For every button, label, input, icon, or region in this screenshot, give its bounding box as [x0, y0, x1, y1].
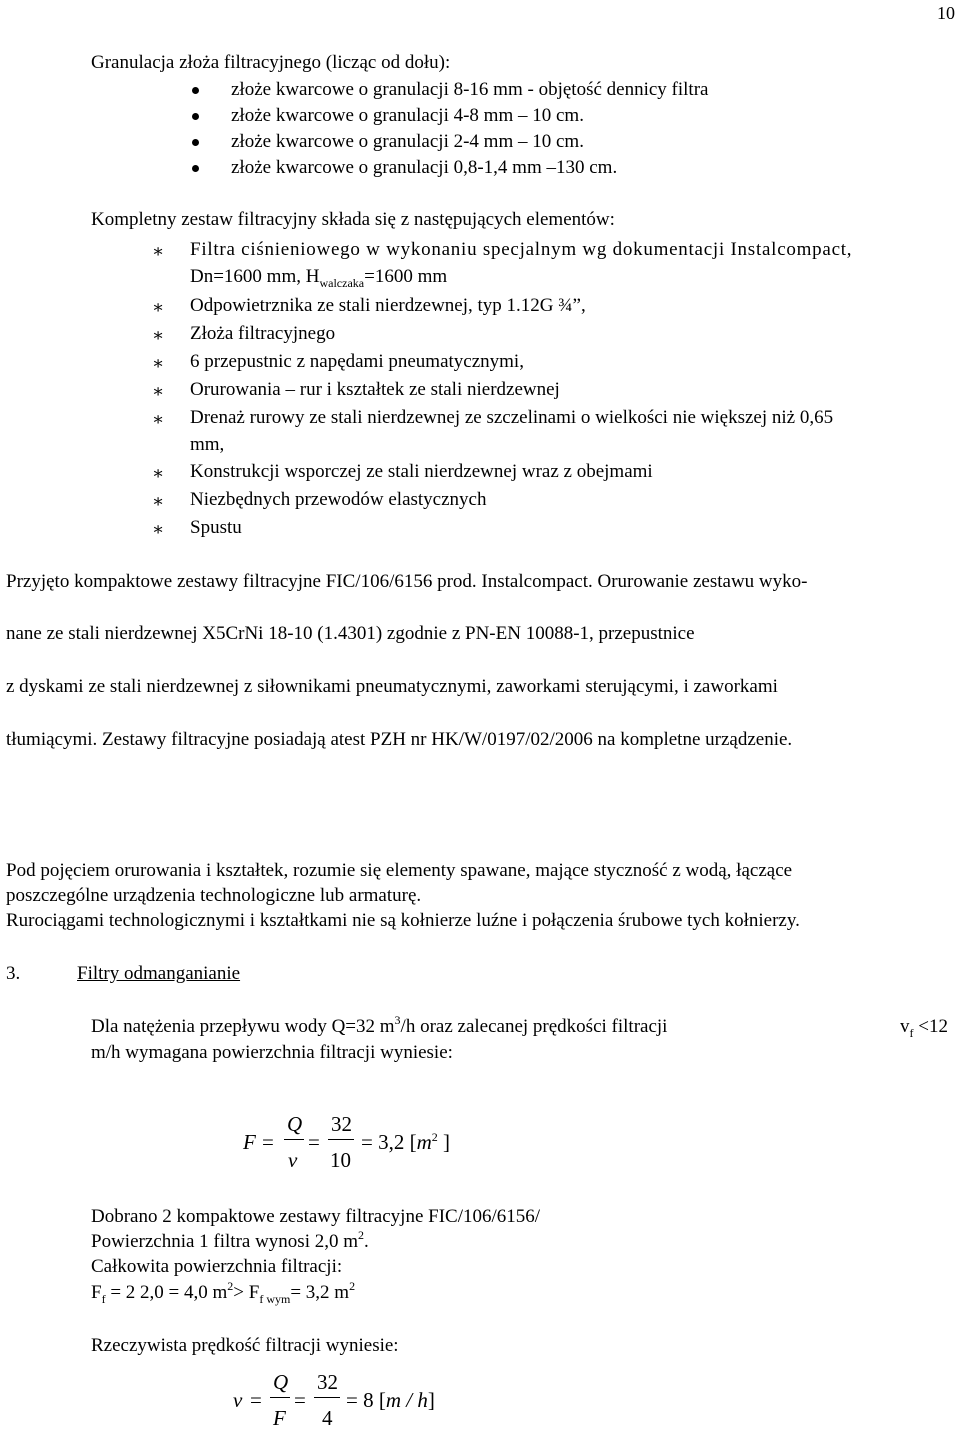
- asterisk-icon: ∗: [152, 241, 165, 261]
- fraction-bar: [270, 1397, 290, 1398]
- asterisk-icon: ∗: [152, 491, 165, 511]
- bullet-icon: [192, 87, 199, 94]
- eq-numerator: 32: [331, 1112, 352, 1136]
- granulation-item: złoże kwarcowe o granulacji 2-4 mm – 10 cm.: [231, 131, 584, 152]
- adopted-line: z dyskami ze stali nierdzewnej z siłownikami pneumatycznymi, zaworkami sterującymi, i zaworkami: [6, 676, 778, 697]
- adopted-line: Przyjęto kompaktowe zestawy filtracyjne FIC/106/6156 prod. Instalcompact. Orurowanie zestawu wyko-: [6, 571, 808, 592]
- adopted-line: tłumiącymi. Zestawy filtracyjne posiadają atest PZH nr HK/W/0197/02/2006 na kompletne urządzenie.: [6, 729, 793, 750]
- eq-denominator: F: [273, 1406, 286, 1430]
- velocity-limit: $v_f <12$: [900, 1016, 948, 1040]
- granulation-item: złoże kwarcowe o granulacji 4-8 mm – 10 cm.: [231, 105, 584, 126]
- kit-item-drain-cont: mm,: [190, 434, 225, 455]
- page-number: 10: [937, 3, 955, 23]
- area-one-text: Powierzchnia 1 filtra wynosi 2,0 $m^2$.: [91, 1228, 369, 1252]
- eq-sign: =: [294, 1388, 306, 1412]
- asterisk-icon: ∗: [152, 409, 165, 429]
- eq-sign: =: [308, 1130, 320, 1154]
- kit-item-drain: Drenaż rurowy ze stali nierdzewnej ze szczelinami o wielkości nie większej niż 0,65: [190, 407, 834, 428]
- section-number: 3.: [6, 963, 21, 984]
- piping-line: Rurociągami technologicznymi i kształtkami nie są kołnierze luźne i połączenia śrubowe tych kołnierzy.: [6, 910, 800, 931]
- granulation-item: złoże kwarcowe o granulacji 0,8-1,4 mm –130 cm.: [231, 157, 618, 178]
- asterisk-icon: ∗: [152, 381, 165, 401]
- eq-denominator: 4: [322, 1406, 333, 1430]
- asterisk-icon: ∗: [152, 353, 165, 373]
- asterisk-icon: ∗: [152, 325, 165, 345]
- fraction-bar: [314, 1397, 340, 1398]
- asterisk-icon: ∗: [152, 519, 165, 539]
- eq-lhs: F: [243, 1130, 256, 1154]
- granulation-item: złoże kwarcowe o granulacji 8-16 mm - objętość dennicy filtra: [231, 79, 709, 100]
- asterisk-icon: ∗: [152, 463, 165, 483]
- kit-item-filter-dims: Dn=1600 mm, $H_{walczaka}=1600$ mm: [190, 266, 448, 290]
- flow-text: Dla natężenia przepływu wody Q=32 $m^3/h$ oraz zalecanej prędkości filtracji: [91, 1013, 668, 1037]
- eq-sign: =: [250, 1388, 262, 1412]
- eq-result: = 8 [m / h]: [346, 1388, 435, 1412]
- kit-item-vent: Odpowietrznika ze stali nierdzewnej, typ 1.12G ¾”,: [190, 295, 586, 316]
- eq-denominator: 10: [330, 1148, 351, 1172]
- piping-line: Pod pojęciem orurowania i kształtek, rozumie się elementy spawane, mające styczność z wodą, łączące: [6, 860, 793, 881]
- adopted-line: nane ze stali nierdzewnej X5CrNi 18-10 (1.4301) zgodnie z PN-EN 10088-1, przepustnice: [6, 623, 695, 644]
- bullet-icon: [192, 113, 199, 120]
- total-formula: $F_f = 2$ 2,0 = 4,0 $m^2> F_{f wym}= 3,2$ $m^2$: [91, 1279, 356, 1306]
- eq-numerator: Q: [287, 1112, 303, 1136]
- kit-item-outlet: Spustu: [190, 517, 242, 538]
- eq-numerator: Q: [273, 1370, 289, 1394]
- kit-item-piping: Orurowania – rur i kształtek ze stali nierdzewnej: [190, 379, 560, 400]
- kit-item-filter: Filtra ciśnieniowego w wykonaniu specjalnym wg dokumentacji Instalcompact,: [190, 239, 853, 260]
- bullet-icon: [192, 165, 199, 172]
- eq-result: = 3,2 [$m^2$ ]: [361, 1130, 451, 1154]
- eq-numerator: 32: [317, 1370, 338, 1394]
- piping-line: poszczególne urządzenia technologiczne lub armaturę.: [6, 885, 422, 906]
- fraction-bar: [284, 1139, 304, 1140]
- eq-sign: =: [262, 1130, 274, 1154]
- granulation-heading: Granulacja złoża filtracyjnego (licząc od dołu):: [91, 52, 451, 73]
- chosen-text: Dobrano 2 kompaktowe zestawy filtracyjne FIC/106/6156/: [91, 1206, 541, 1227]
- kit-item-valves: 6 przepustnic z napędami pneumatycznymi,: [190, 351, 524, 372]
- eq-lhs: v: [233, 1388, 243, 1412]
- total-heading: Całkowita powierzchnia filtracji:: [91, 1256, 343, 1277]
- eq-denominator: v: [288, 1148, 298, 1172]
- section-title: Filtry odmanganianie: [77, 963, 241, 984]
- bullet-icon: [192, 139, 199, 146]
- actual-velocity-text: Rzeczywista prędkość filtracji wyniesie:: [91, 1335, 399, 1356]
- asterisk-icon: ∗: [152, 297, 165, 317]
- kit-item-support: Konstrukcji wsporczej ze stali nierdzewnej wraz z obejmami: [190, 461, 653, 482]
- kit-item-hoses: Niezbędnych przewodów elastycznych: [190, 489, 487, 510]
- kit-item-bed: Złoża filtracyjnego: [190, 323, 336, 344]
- flow-text-cont: m/h wymagana powierzchnia filtracji wyniesie:: [91, 1042, 453, 1063]
- kit-heading: Kompletny zestaw filtracyjny składa się z następujących elementów:: [91, 209, 615, 230]
- fraction-bar: [328, 1139, 354, 1140]
